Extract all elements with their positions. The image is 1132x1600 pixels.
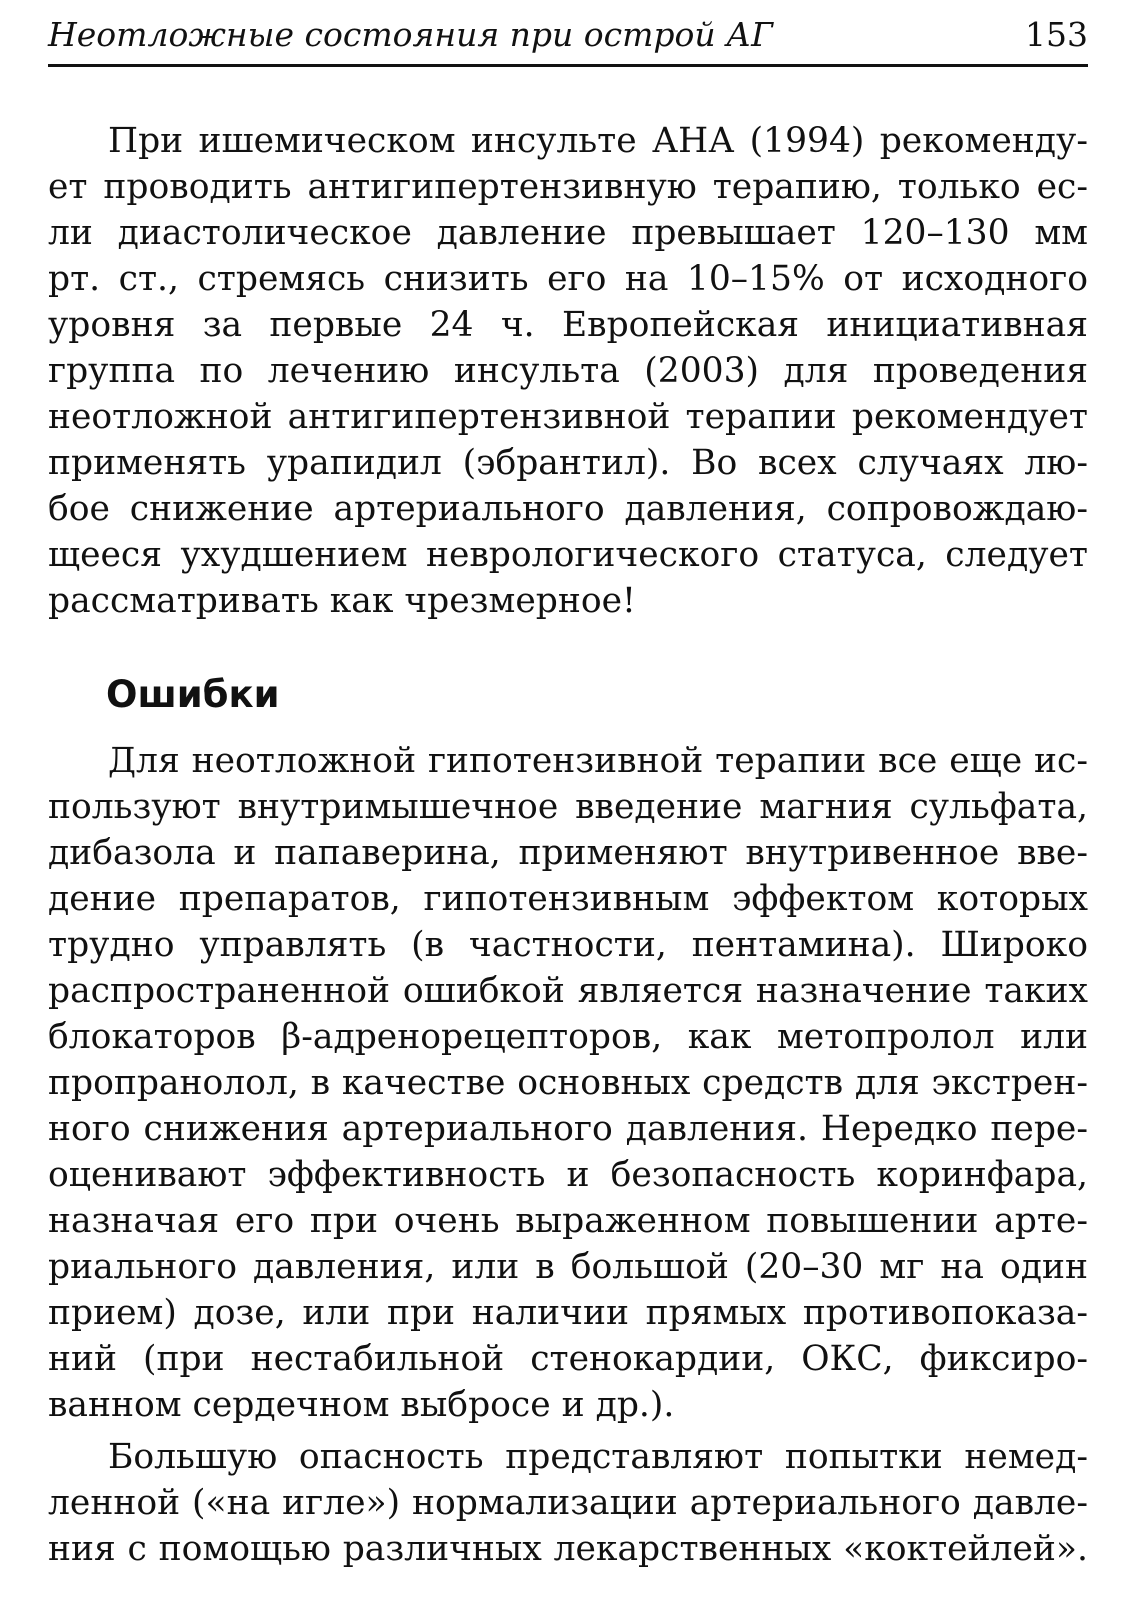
text-line: прием) дозе, или при наличии прямых противопоказа- bbox=[48, 1293, 1088, 1333]
text-line: распространенной ошибкой является назначение таких bbox=[48, 971, 1088, 1011]
text-line: Большую опасность представляют попытки немед- bbox=[108, 1437, 1088, 1477]
text-line: неотложной антигипертензивной терапии рекомендует bbox=[48, 397, 1088, 437]
text-line: оценивают эффективность и безопасность коринфара, bbox=[48, 1155, 1088, 1195]
text-line: группа по лечению инсульта (2003) для проведения bbox=[48, 351, 1088, 391]
running-title: Неотложные состояния при острой АГ bbox=[48, 15, 774, 54]
text-line: ного снижения артериального давления. Нередко пере- bbox=[48, 1109, 1088, 1149]
text-line: бое снижение артериального давления, сопровождаю- bbox=[48, 489, 1088, 529]
text-line: ванном сердечном выбросе и др.). bbox=[48, 1385, 675, 1425]
text-line: ний (при нестабильной стенокардии, ОКС, фиксиро- bbox=[48, 1339, 1088, 1379]
paragraph-errors bbox=[48, 738, 1088, 1428]
text-line: щееся ухудшением неврологического статуса, следует bbox=[48, 535, 1088, 575]
text-line: пропранолол, в качестве основных средств для экстрен- bbox=[48, 1063, 1088, 1103]
paragraph-cocktails bbox=[48, 1434, 1088, 1572]
text-line: Для неотложной гипотензивной терапии все еще ис- bbox=[108, 741, 1088, 781]
text-line: При ишемическом инсульте АНА (1994) рекоменду- bbox=[108, 121, 1088, 161]
page-number: 153 bbox=[1025, 15, 1088, 54]
text-line: ли диастолическое давление превышает 120–130 мм bbox=[48, 213, 1088, 253]
text-line: ет проводить антигипертензивную терапию, только ес- bbox=[48, 167, 1088, 207]
text-line: блокаторов β-адренорецепторов, как метопролол или bbox=[48, 1017, 1088, 1057]
text-line: дение препаратов, гипотензивным эффектом которых bbox=[48, 879, 1088, 919]
section-heading: Ошибки bbox=[106, 673, 280, 716]
text-line: уровня за первые 24 ч. Европейская инициативная bbox=[48, 305, 1088, 345]
text-line: назначая его при очень выраженном повышении арте- bbox=[48, 1201, 1088, 1241]
text-line: пользуют внутримышечное введение магния сульфата, bbox=[48, 787, 1088, 827]
text-line: ленной («на игле») нормализации артериального давле- bbox=[48, 1483, 1088, 1523]
text-line: трудно управлять (в частности, пентамина). Широко bbox=[48, 925, 1088, 965]
header-rule bbox=[48, 64, 1088, 67]
paragraph-ischemic-stroke bbox=[48, 118, 1088, 624]
running-head bbox=[48, 10, 1088, 60]
text-line: применять урапидил (эбрантил). Во всех случаях лю- bbox=[48, 443, 1088, 483]
text-line: риального давления, или в большой (20–30 мг на один bbox=[48, 1247, 1088, 1287]
text-line: ния с помощью различных лекарственных «коктейлей». bbox=[48, 1529, 1088, 1569]
text-line: дибазола и папаверина, применяют внутривенное вве- bbox=[48, 833, 1088, 873]
text-line: рассматривать как чрезмерное! bbox=[48, 581, 636, 621]
text-line: рт. ст., стремясь снизить его на 10–15% от исходного bbox=[48, 259, 1088, 299]
page-body bbox=[48, 118, 1088, 1572]
